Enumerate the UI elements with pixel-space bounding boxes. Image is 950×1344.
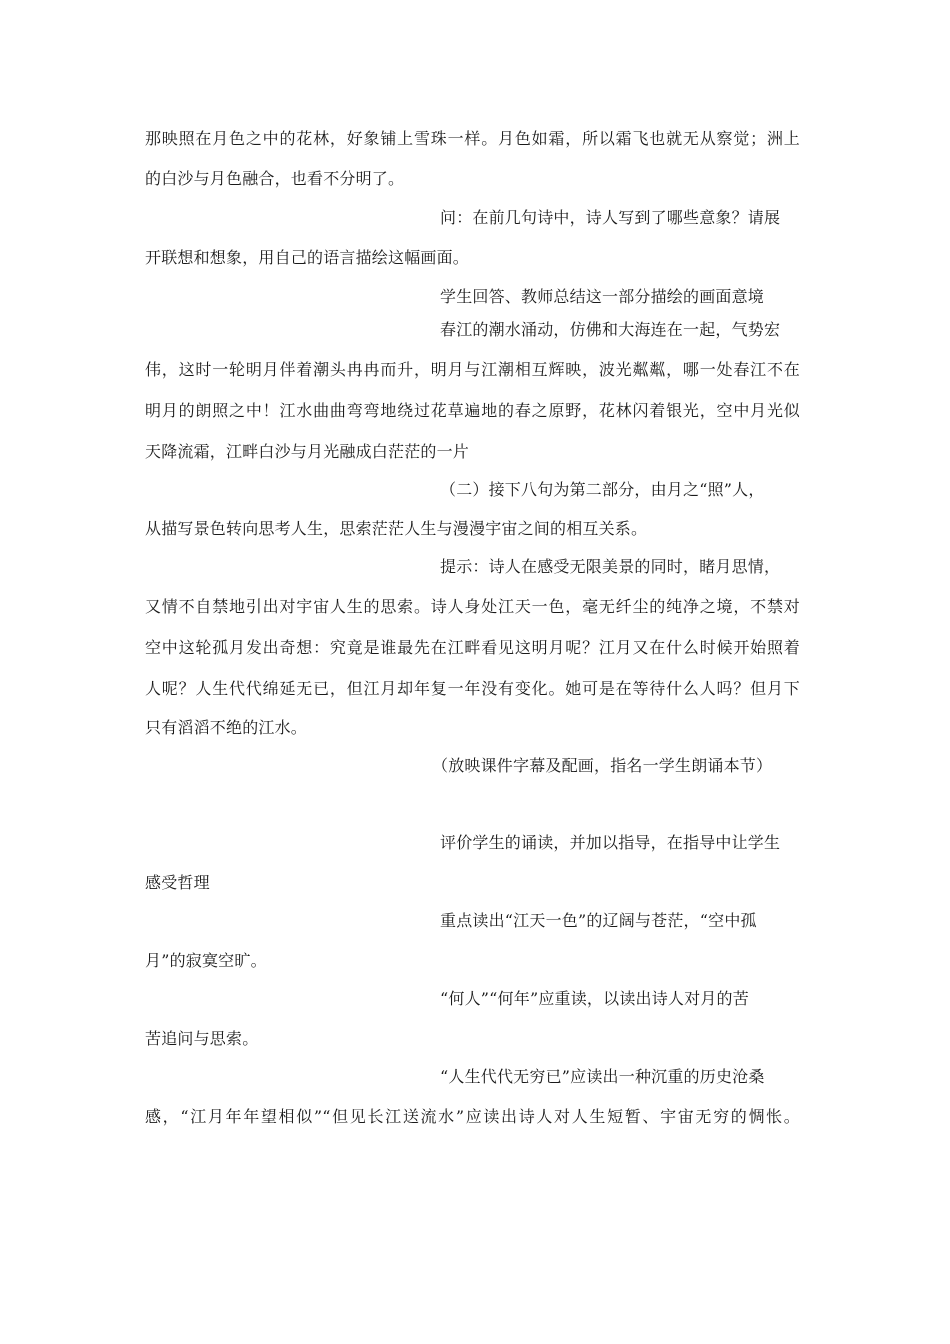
paragraph-line: 又情不自禁地引出对宇宙人生的思索。诗人身处江天一色，毫无纤尘的纯净之境，不禁对 (145, 597, 800, 616)
paragraph-line: 春江的潮水涌动，仿佛和大海连在一起，气势宏 (440, 320, 781, 339)
paragraph-line: 评价学生的诵读，并加以指导，在指导中让学生 (440, 833, 781, 852)
paragraph-line: 那映照在月色之中的花林，好象铺上雪珠一样。月色如霜，所以霜飞也就无从察觉；洲上 (145, 129, 800, 148)
paragraph-line: 开联想和想象，用自己的语言描绘这幅画面。 (145, 248, 470, 267)
paragraph-line: 天降流霜，江畔白沙与月光融成白茫茫的一片 (145, 442, 470, 461)
paragraph-line: 重点读出“江天一色”的辽阔与苍茫，“空中孤 (440, 911, 757, 930)
paragraph-line: 伟，这时一轮明月伴着潮头冉冉而升，明月与江潮相互辉映，波光粼粼，哪一处春江不在 (145, 360, 800, 379)
paragraph-line: 空中这轮孤月发出奇想：究竟是谁最先在江畔看见这明月呢？江月又在什么时候开始照着 (145, 638, 800, 657)
paragraph-line: 学生回答、教师总结这一部分描绘的画面意境 (440, 287, 765, 306)
paragraph-line: 感受哲理 (145, 873, 210, 892)
paragraph-line: 从描写景色转向思考人生，思索茫茫人生与漫漫宇宙之间的相互关系。 (145, 519, 648, 538)
paragraph-line: 只有滔滔不绝的江水。 (145, 718, 308, 737)
paragraph-line: “人生代代无穷已”应读出一种沉重的历史沧桑 (440, 1067, 765, 1086)
paragraph-line: 感，“江月年年望相似”“但见长江送流水”应读出诗人对人生短暂、宇宙无穷的惆怅。 (145, 1107, 800, 1126)
paragraph-line: （放映课件字幕及配画，指名一学生朗诵本节） (432, 756, 773, 775)
paragraph-line: 提示：诗人在感受无限美景的同时，睹月思情， (440, 557, 781, 576)
paragraph-line: 明月的朗照之中！江水曲曲弯弯地绕过花草遍地的春之原野，花林闪着银光，空中月光似 (145, 401, 800, 420)
paragraph-line: 的白沙与月色融合，也看不分明了。 (145, 169, 405, 188)
paragraph-line: （二）接下八句为第二部分，由月之“照”人， (440, 480, 765, 499)
paragraph-line: 问：在前几句诗中，诗人写到了哪些意象？请展 (440, 208, 781, 227)
paragraph-line: 月”的寂寞空旷。 (145, 951, 267, 970)
paragraph-line: “何人”“何年”应重读，以读出诗人对月的苦 (440, 989, 749, 1008)
paragraph-line: 苦追问与思索。 (145, 1029, 259, 1048)
paragraph-line: 人呢？人生代代绵延无已，但江月却年复一年没有变化。她可是在等待什么人吗？但月下 (145, 679, 800, 698)
